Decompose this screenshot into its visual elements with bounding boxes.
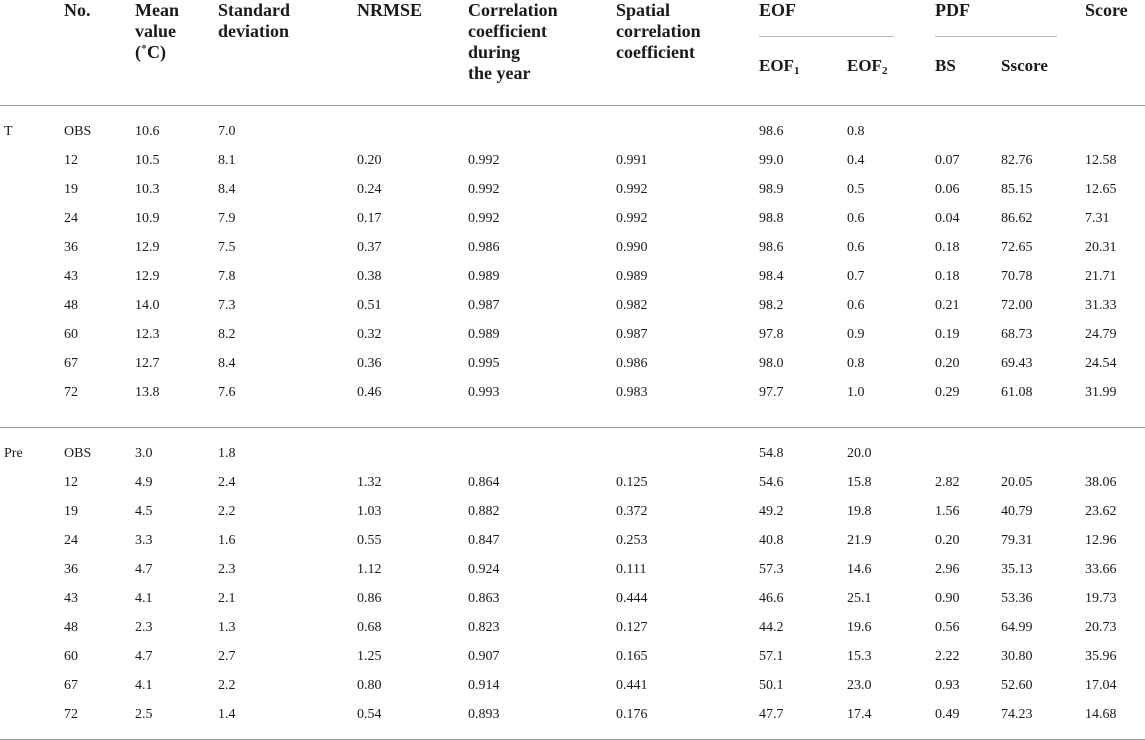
cell-nrmse: 0.86 [357, 591, 382, 606]
cell-nrmse: 0.68 [357, 620, 382, 635]
table-row [0, 439, 1145, 468]
cell-score: 17.04 [1085, 678, 1117, 693]
cell-spatial: 0.982 [616, 298, 648, 313]
header-bs: BS [935, 56, 956, 75]
table-row [0, 117, 1145, 146]
cell-no: 12 [64, 153, 78, 168]
cell-nrmse: 0.24 [357, 182, 382, 197]
header-pdf: PDF [935, 0, 970, 20]
cell-eof2: 0.6 [847, 240, 865, 255]
cell-eof2: 0.8 [847, 124, 865, 139]
cell-eof2: 0.6 [847, 298, 865, 313]
cell-no: 72 [64, 385, 78, 400]
cell-no: 60 [64, 649, 78, 664]
cell-sscore: 72.65 [1001, 240, 1033, 255]
cell-bs: 2.96 [935, 562, 960, 577]
cell-no: 67 [64, 678, 78, 693]
table-row [0, 700, 1145, 729]
cell-mean: 10.9 [135, 211, 160, 226]
cell-score: 7.31 [1085, 211, 1110, 226]
cell-eof2: 0.6 [847, 211, 865, 226]
cell-no: 43 [64, 591, 78, 606]
cell-nrmse: 1.12 [357, 562, 382, 577]
cell-bs: 0.07 [935, 153, 960, 168]
cell-eof1: 49.2 [759, 504, 784, 519]
cell-eof2: 15.8 [847, 475, 872, 490]
cell-spatial: 0.989 [616, 269, 648, 284]
cell-eof2: 20.0 [847, 446, 872, 461]
cell-nrmse: 0.20 [357, 153, 382, 168]
cell-eof2: 19.6 [847, 620, 872, 635]
cell-corr: 0.893 [468, 707, 500, 722]
cell-eof2: 23.0 [847, 678, 872, 693]
cell-score: 12.96 [1085, 533, 1117, 548]
cell-std: 2.1 [218, 591, 236, 606]
table-row [0, 555, 1145, 584]
cell-spatial: 0.441 [616, 678, 648, 693]
cell-nrmse: 0.37 [357, 240, 382, 255]
cell-corr: 0.987 [468, 298, 500, 313]
cell-std: 8.2 [218, 327, 236, 342]
cell-nrmse: 0.80 [357, 678, 382, 693]
header-eof1-sub: 1 [793, 65, 800, 77]
cell-corr: 0.992 [468, 153, 500, 168]
cell-nrmse: 0.38 [357, 269, 382, 284]
cell-mean: 3.0 [135, 446, 153, 461]
cell-std: 2.3 [218, 562, 236, 577]
cell-std: 7.6 [218, 385, 236, 400]
cell-spatial: 0.176 [616, 707, 648, 722]
cell-std: 2.2 [218, 504, 236, 519]
header-mean-line-3: (˚C) [135, 42, 166, 62]
header-score: Score [1085, 0, 1128, 20]
header-standard-deviation [218, 0, 290, 42]
cell-no: 48 [64, 620, 78, 635]
cell-mean: 4.1 [135, 591, 153, 606]
cell-sscore: 82.76 [1001, 153, 1033, 168]
cell-bs: 0.90 [935, 591, 960, 606]
cell-corr: 0.864 [468, 475, 500, 490]
cell-mean: 13.8 [135, 385, 160, 400]
cell-eof1: 97.7 [759, 385, 784, 400]
cell-no: 67 [64, 356, 78, 371]
cell-spatial: 0.444 [616, 591, 648, 606]
cell-bs: 0.49 [935, 707, 960, 722]
header-spatial-line-2: correlation [616, 21, 701, 41]
cell-corr: 0.914 [468, 678, 500, 693]
header-bottom-rule [0, 105, 1145, 106]
cell-bs: 1.56 [935, 504, 960, 519]
cell-std: 8.1 [218, 153, 236, 168]
cell-spatial: 0.125 [616, 475, 648, 490]
cell-score: 24.79 [1085, 327, 1117, 342]
cell-mean: 4.1 [135, 678, 153, 693]
cell-spatial: 0.987 [616, 327, 648, 342]
cell-bs: 2.22 [935, 649, 960, 664]
header-eof1 [759, 55, 799, 76]
cell-eof1: 44.2 [759, 620, 784, 635]
cell-mean: 4.9 [135, 475, 153, 490]
header-eof2-base: EOF [847, 56, 882, 75]
cell-std: 2.7 [218, 649, 236, 664]
header-mean-value [135, 0, 179, 63]
cell-bs: 0.19 [935, 327, 960, 342]
table-row [0, 233, 1145, 262]
group-separator-rule [0, 427, 1145, 428]
cell-no: 36 [64, 562, 78, 577]
cell-sscore: 64.99 [1001, 620, 1033, 635]
cell-score: 24.54 [1085, 356, 1117, 371]
header-corr-line-1: Correlation [468, 0, 558, 20]
cell-mean: 4.7 [135, 562, 153, 577]
cell-sscore: 68.73 [1001, 327, 1033, 342]
cell-bs: 0.06 [935, 182, 960, 197]
cell-sscore: 40.79 [1001, 504, 1033, 519]
cell-eof2: 19.8 [847, 504, 872, 519]
cell-eof1: 57.3 [759, 562, 784, 577]
cell-eof1: 98.6 [759, 240, 784, 255]
cell-mean: 4.5 [135, 504, 153, 519]
cell-eof2: 0.8 [847, 356, 865, 371]
cell-mean: 12.7 [135, 356, 160, 371]
cell-eof1: 50.1 [759, 678, 784, 693]
table-row [0, 642, 1145, 671]
cell-corr: 0.882 [468, 504, 500, 519]
table-row [0, 497, 1145, 526]
cell-corr: 0.989 [468, 269, 500, 284]
table-row [0, 262, 1145, 291]
cell-corr: 0.989 [468, 327, 500, 342]
cell-std: 1.6 [218, 533, 236, 548]
cell-nrmse: 0.17 [357, 211, 382, 226]
cell-std: 2.4 [218, 475, 236, 490]
table-row [0, 320, 1145, 349]
cell-bs: 0.29 [935, 385, 960, 400]
cell-no: OBS [64, 446, 92, 461]
cell-mean: 12.9 [135, 269, 160, 284]
cell-nrmse: 0.32 [357, 327, 382, 342]
header-eof2-sub: 2 [881, 65, 888, 77]
header-spatial-correlation [616, 0, 701, 63]
cell-spatial: 0.990 [616, 240, 648, 255]
cell-eof2: 15.3 [847, 649, 872, 664]
cell-mean: 2.3 [135, 620, 153, 635]
cell-nrmse: 1.32 [357, 475, 382, 490]
table-row [0, 671, 1145, 700]
table-row [0, 146, 1145, 175]
cell-score: 21.71 [1085, 269, 1117, 284]
cell-eof1: 98.0 [759, 356, 784, 371]
cell-spatial: 0.165 [616, 649, 648, 664]
cell-eof2: 17.4 [847, 707, 872, 722]
table-row [0, 204, 1145, 233]
cell-sscore: 30.80 [1001, 649, 1033, 664]
cell-corr: 0.823 [468, 620, 500, 635]
cell-sscore: 20.05 [1001, 475, 1033, 490]
cell-sscore: 85.15 [1001, 182, 1033, 197]
cell-eof2: 25.1 [847, 591, 872, 606]
cell-score: 20.73 [1085, 620, 1117, 635]
table-row [0, 349, 1145, 378]
header-no: No. [64, 0, 91, 20]
table-row [0, 378, 1145, 407]
cell-corr: 0.992 [468, 211, 500, 226]
header-eof1-base: EOF [759, 56, 794, 75]
cell-mean: 14.0 [135, 298, 160, 313]
cell-nrmse: 0.55 [357, 533, 382, 548]
header-std-line-2: deviation [218, 21, 290, 41]
cell-eof1: 54.8 [759, 446, 784, 461]
table-row [0, 613, 1145, 642]
cell-bs: 0.93 [935, 678, 960, 693]
header-eof2 [847, 55, 887, 76]
header-eof: EOF [759, 0, 797, 20]
cell-eof2: 0.5 [847, 182, 865, 197]
cell-score: 12.65 [1085, 182, 1117, 197]
cell-mean: 2.5 [135, 707, 153, 722]
cell-spatial: 0.127 [616, 620, 648, 635]
cell-no: 36 [64, 240, 78, 255]
cell-bs: 0.04 [935, 211, 960, 226]
cell-no: 19 [64, 504, 78, 519]
header-nrmse: NRMSE [357, 0, 423, 20]
header-sscore: Sscore [1001, 56, 1048, 75]
cell-spatial: 0.992 [616, 211, 648, 226]
cell-std: 8.4 [218, 182, 236, 197]
cell-eof1: 98.8 [759, 211, 784, 226]
cell-no: 12 [64, 475, 78, 490]
cell-no: 48 [64, 298, 78, 313]
cell-no: 43 [64, 269, 78, 284]
cell-eof1: 98.9 [759, 182, 784, 197]
cell-nrmse: 0.36 [357, 356, 382, 371]
cell-corr: 0.907 [468, 649, 500, 664]
cell-eof1: 98.6 [759, 124, 784, 139]
cell-no: 72 [64, 707, 78, 722]
cell-no: OBS [64, 124, 92, 139]
cell-eof1: 40.8 [759, 533, 784, 548]
cell-sscore: 53.36 [1001, 591, 1033, 606]
cell-nrmse: 0.51 [357, 298, 382, 313]
cell-std: 7.3 [218, 298, 236, 313]
cell-sscore: 52.60 [1001, 678, 1033, 693]
table-row [0, 584, 1145, 613]
cell-mean: 10.5 [135, 153, 160, 168]
cell-sscore: 61.08 [1001, 385, 1033, 400]
cell-score: 31.33 [1085, 298, 1117, 313]
cell-eof1: 46.6 [759, 591, 784, 606]
cell-spatial: 0.992 [616, 182, 648, 197]
cell-corr: 0.863 [468, 591, 500, 606]
cell-sscore: 86.62 [1001, 211, 1033, 226]
cell-corr: 0.992 [468, 182, 500, 197]
cell-score: 31.99 [1085, 385, 1117, 400]
cell-nrmse: 1.25 [357, 649, 382, 664]
cell-eof2: 0.9 [847, 327, 865, 342]
cell-spatial: 0.372 [616, 504, 648, 519]
cell-eof2: 0.7 [847, 269, 865, 284]
cell-score: 14.68 [1085, 707, 1117, 722]
cell-corr: 0.995 [468, 356, 500, 371]
table-row [0, 526, 1145, 555]
cell-sscore: 69.43 [1001, 356, 1033, 371]
cell-eof2: 14.6 [847, 562, 872, 577]
cell-mean: 3.3 [135, 533, 153, 548]
table-row [0, 291, 1145, 320]
cell-std: 1.3 [218, 620, 236, 635]
cell-eof1: 54.6 [759, 475, 784, 490]
cell-std: 8.4 [218, 356, 236, 371]
eof-group-rule [759, 36, 894, 37]
header-corr-line-3: during [468, 42, 521, 62]
cell-no: 24 [64, 211, 78, 226]
cell-sscore: 35.13 [1001, 562, 1033, 577]
cell-bs: 0.21 [935, 298, 960, 313]
cell-eof2: 1.0 [847, 385, 865, 400]
header-correlation-year [468, 0, 558, 84]
header-mean-line-1: Mean [135, 0, 179, 20]
cell-nrmse: 1.03 [357, 504, 382, 519]
cell-corr: 0.924 [468, 562, 500, 577]
cell-eof1: 57.1 [759, 649, 784, 664]
header-corr-line-2: coefficient [468, 21, 547, 41]
cell-sscore: 79.31 [1001, 533, 1033, 548]
cell-bs: 0.56 [935, 620, 960, 635]
group-label-pre: Pre [4, 446, 23, 461]
cell-mean: 12.9 [135, 240, 160, 255]
cell-eof2: 21.9 [847, 533, 872, 548]
cell-no: 24 [64, 533, 78, 548]
header-mean-line-2: value [135, 21, 177, 41]
cell-mean: 4.7 [135, 649, 153, 664]
cell-score: 20.31 [1085, 240, 1117, 255]
table-row [0, 175, 1145, 204]
cell-score: 23.62 [1085, 504, 1117, 519]
pdf-group-rule [935, 36, 1057, 37]
cell-std: 7.0 [218, 124, 236, 139]
cell-eof1: 99.0 [759, 153, 784, 168]
cell-eof1: 98.2 [759, 298, 784, 313]
cell-no: 19 [64, 182, 78, 197]
cell-nrmse: 0.46 [357, 385, 382, 400]
cell-mean: 12.3 [135, 327, 160, 342]
header-corr-line-4: the year [468, 63, 531, 83]
header-spatial-line-1: Spatial [616, 0, 671, 20]
cell-spatial: 0.253 [616, 533, 648, 548]
cell-eof2: 0.4 [847, 153, 865, 168]
cell-sscore: 74.23 [1001, 707, 1033, 722]
cell-bs: 0.20 [935, 533, 960, 548]
table-row [0, 468, 1145, 497]
cell-eof1: 97.8 [759, 327, 784, 342]
cell-score: 38.06 [1085, 475, 1117, 490]
cell-sscore: 70.78 [1001, 269, 1033, 284]
cell-corr: 0.986 [468, 240, 500, 255]
cell-spatial: 0.986 [616, 356, 648, 371]
cell-score: 19.73 [1085, 591, 1117, 606]
cell-std: 7.5 [218, 240, 236, 255]
cell-score: 35.96 [1085, 649, 1117, 664]
header-spatial-line-3: coefficient [616, 42, 695, 62]
cell-spatial: 0.983 [616, 385, 648, 400]
cell-eof1: 98.4 [759, 269, 784, 284]
cell-bs: 2.82 [935, 475, 960, 490]
cell-mean: 10.6 [135, 124, 160, 139]
cell-no: 60 [64, 327, 78, 342]
cell-corr: 0.847 [468, 533, 500, 548]
cell-sscore: 72.00 [1001, 298, 1033, 313]
cell-bs: 0.18 [935, 240, 960, 255]
cell-spatial: 0.991 [616, 153, 648, 168]
cell-nrmse: 0.54 [357, 707, 382, 722]
cell-std: 7.9 [218, 211, 236, 226]
cell-mean: 10.3 [135, 182, 160, 197]
cell-score: 12.58 [1085, 153, 1117, 168]
cell-bs: 0.18 [935, 269, 960, 284]
cell-std: 1.4 [218, 707, 236, 722]
group-label-t: T [4, 124, 13, 139]
cell-spatial: 0.111 [616, 562, 647, 577]
cell-bs: 0.20 [935, 356, 960, 371]
cell-std: 7.8 [218, 269, 236, 284]
cell-corr: 0.993 [468, 385, 500, 400]
cell-std: 2.2 [218, 678, 236, 693]
cell-eof1: 47.7 [759, 707, 784, 722]
header-std-line-1: Standard [218, 0, 291, 20]
cell-score: 33.66 [1085, 562, 1117, 577]
cell-std: 1.8 [218, 446, 236, 461]
